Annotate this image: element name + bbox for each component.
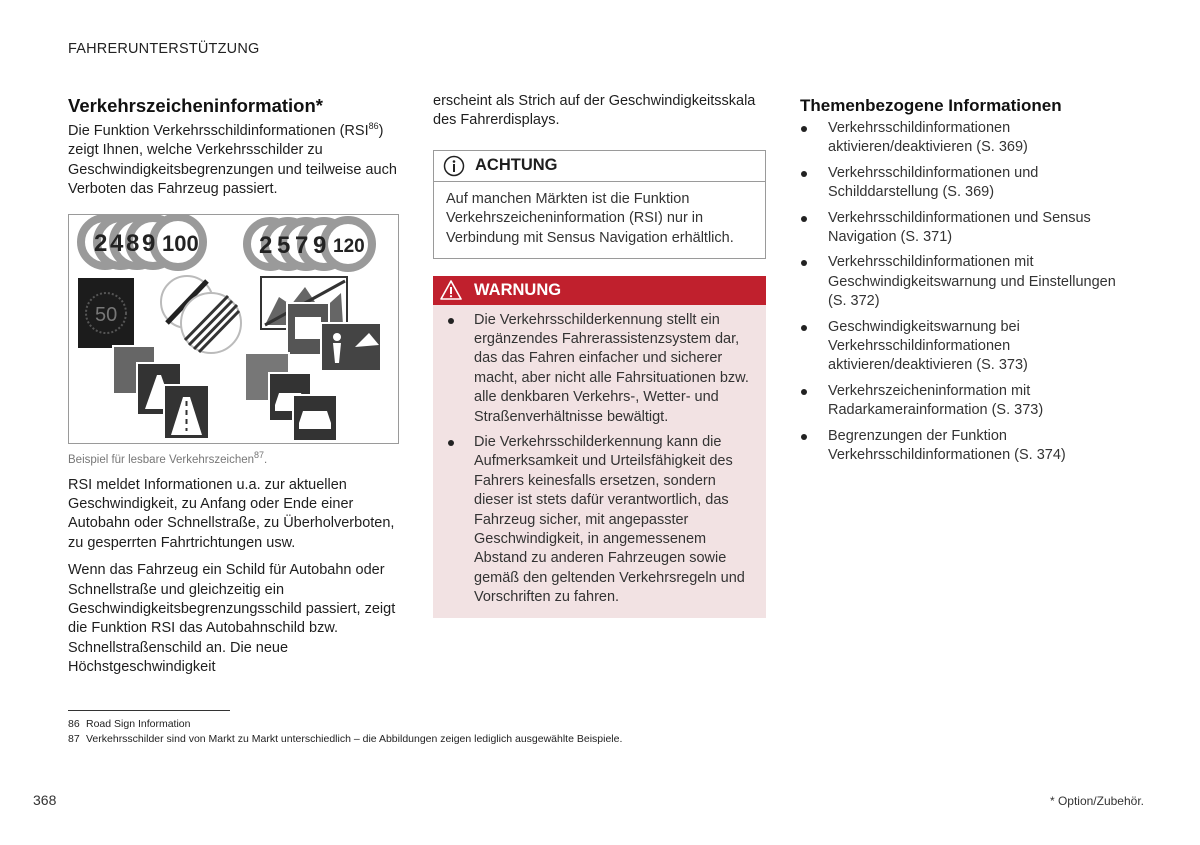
digital-sign-value: 50: [95, 303, 118, 326]
sign-left-4: 9: [142, 229, 156, 257]
sign-right-1: 2: [259, 231, 273, 259]
sign-left-2: 4: [110, 229, 124, 257]
related-link-4[interactable]: Verkehrsschildinformationen mit Geschwindigkeitswarnung und Einstellungen (S. 372): [800, 253, 1130, 311]
related-link-2[interactable]: Verkehrsschildinformationen und Schilddarstellung (S. 369): [800, 164, 1130, 203]
related-title: Themenbezogene Informationen: [800, 96, 1062, 115]
sign-left-3: 8: [126, 229, 140, 257]
footnote-86: 86 Road Sign Information: [68, 718, 191, 730]
warnung-item: Die Verkehrsschilderkennung stellt ein ergänzendes Fahrerassistenzsystem dar, das das Fahren einfacher und sicherer macht, aber nicht alle Fahrsituationen bzw. alle denkbaren Verkehrs-, Wetter- und Straßenverhältnisse bewältigt.: [446, 311, 756, 427]
page-header: FAHRERUNTERSTÜTZUNG: [68, 41, 260, 57]
warnung-list: [433, 305, 766, 618]
paragraph-highway: Wenn das Fahrzeug ein Schild für Autobahn oder Schnellstraße und gleichzeitig ein Geschwindigkeitsbegrenzungsschild passiert, zeigt die Funktion RSI das Autobahnschild bzw. Schnellstraßenschild an. Die neue Höchstgeschwindigkeit: [68, 562, 396, 676]
warnung-title: WARNUNG: [474, 280, 562, 299]
warning-icon: [440, 279, 462, 301]
sign-right-3: 7: [295, 231, 309, 259]
column-left: [68, 95, 400, 678]
paragraph-rsi-info: RSI meldet Informationen u.a. zur aktuellen Geschwindigkeit, zu Anfang oder Ende einer Autobahn oder Schnellstraße, zu Überholverboten, zu gesperrten Fahrtrichtungen usw.: [68, 476, 395, 551]
achtung-box: [433, 150, 766, 259]
footnote-divider: [68, 710, 230, 711]
related-link-5[interactable]: Geschwindigkeitswarnung bei Verkehrsschildinformationen aktivieren/deaktivieren (S. 373): [800, 318, 1130, 376]
footnote-87: 87 Verkehrsschilder sind von Markt zu Markt unterschiedlich – die Abbildungen zeigen lediglich ausgewählte Beispiele.: [68, 733, 623, 745]
achtung-text: Auf manchen Märkten ist die Funktion Verkehrszeicheninformation (RSI) nur in Verbindung mit Sensus Navigation erhältlich.: [446, 190, 734, 246]
intro-paragraph: Die Funktion Verkehrsschildinformationen (RSI$^{86}$) zeigt Ihnen, welche Verkehrsschilder zu Geschwindigkeitsbegrenzungen und teilweise auch Verboten das Fahrzeug passiert.: [68, 121, 397, 198]
footnote-ref-86[interactable]: 86: [368, 121, 379, 132]
pictogram-signs: [245, 277, 381, 441]
sign-right-5: 120: [333, 235, 365, 257]
sign-right-4: 9: [313, 231, 327, 259]
speed-signs-right: [247, 220, 372, 268]
footnote-ref-87[interactable]: 87: [254, 449, 265, 460]
related-link-6[interactable]: Verkehrszeicheninformation mit Radarkamerainformation (S. 373): [800, 382, 1130, 421]
sign-left-1: 2: [94, 229, 108, 257]
paragraph-continuation: erscheint als Strich auf der Geschwindigkeitsskala des Fahrerdisplays.: [433, 93, 756, 129]
traffic-signs-illustration: [68, 214, 399, 444]
digital-speed-sign: [78, 278, 134, 348]
end-of-restriction-signs: [161, 276, 241, 353]
related-link-3[interactable]: Verkehrsschildinformationen und Sensus Navigation (S. 371): [800, 209, 1130, 248]
warnung-item: Die Verkehrsschilderkennung kann die Aufmerksamkeit und Urteilsfähigkeit des Fahrers keinesfalls ersetzen, sondern dieser ist stets dafür verantwortlich, das Fahrzeug sicher, mit angepasster Geschwindigkeit, in angemessenem Abstand zu anderen Fahrzeugen sowie gemäß den geltenden Verkehrsregeln und Vorschriften zu fahren.: [446, 433, 756, 608]
column-middle: [433, 95, 766, 618]
highway-signs: [113, 346, 209, 439]
figure-caption: Beispiel für lesbare Verkehrszeichen$^{87}$.: [68, 449, 268, 466]
related-list: [800, 119, 1130, 466]
option-note: * Option/Zubehör.: [1049, 794, 1144, 808]
speed-signs-left: [81, 217, 203, 267]
related-link-1[interactable]: Verkehrsschildinformationen aktivieren/deaktivieren (S. 369): [800, 119, 1130, 158]
page-number: 368: [33, 792, 57, 808]
achtung-header: [434, 151, 765, 182]
sign-right-2: 5: [277, 231, 291, 259]
achtung-title: ACHTUNG: [475, 156, 558, 175]
section-title: Verkehrszeicheninformation*: [68, 95, 323, 116]
warnung-header: [433, 276, 766, 305]
column-right: [800, 95, 1130, 472]
traffic-signs-svg: [69, 215, 399, 444]
warnung-box: [433, 276, 766, 618]
info-icon: [443, 155, 465, 177]
related-link-7[interactable]: Begrenzungen der Funktion Verkehrsschildinformationen (S. 374): [800, 427, 1130, 466]
sign-left-5: 100: [162, 230, 199, 256]
